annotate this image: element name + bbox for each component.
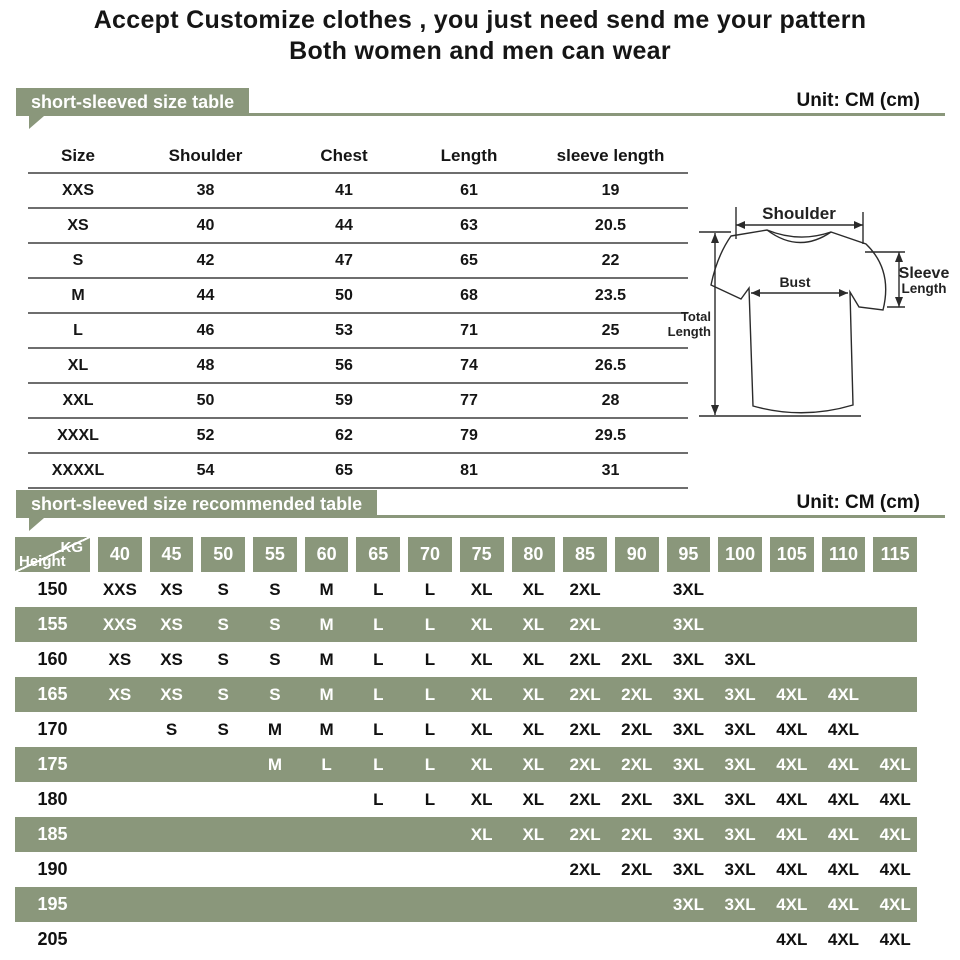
recommended-size-cell: S (269, 614, 281, 634)
size-table-row (28, 243, 688, 278)
size-value-cell: 71 (405, 313, 533, 348)
recommended-size-cell: 3XL (672, 649, 704, 669)
recommended-size-cell: L (373, 614, 384, 634)
height-label: 205 (37, 929, 68, 949)
shoulder-measure (736, 204, 863, 244)
recommended-size-cell: 3XL (672, 579, 704, 599)
recommended-size-cell: 4XL (827, 719, 860, 739)
height-label: 170 (37, 719, 68, 739)
recommended-size-cell: 2XL (569, 789, 601, 809)
size-value-cell: XXS (28, 173, 128, 208)
size-table-row (28, 348, 688, 383)
kg-col-header: 80 (512, 537, 556, 572)
recommended-size-cell: 3XL (724, 789, 756, 809)
size-value-cell: 41 (283, 173, 405, 208)
recommended-size-cell: L (424, 649, 436, 669)
height-label: 180 (37, 789, 68, 809)
recommended-size-cell: M (319, 614, 334, 634)
recommended-size-cell: 3XL (724, 859, 756, 879)
kg-col-header: 75 (460, 537, 504, 572)
shoulder-label: Shoulder (762, 204, 836, 223)
size-value-cell: 81 (405, 453, 533, 488)
recommended-size-cell: 2XL (621, 859, 653, 879)
arrowhead (854, 221, 863, 229)
recommended-size-cell: L (373, 789, 384, 809)
recommended-size-cell: S (269, 579, 281, 599)
recommended-size-cell: 4XL (776, 929, 808, 949)
size-value-cell: 74 (405, 348, 533, 383)
sleeve-length-label-line2: Length (901, 281, 947, 296)
recommended-size-cell: 2XL (569, 824, 601, 844)
recommended-size-cell: S (217, 719, 229, 739)
recommended-size-cell: 4XL (776, 859, 808, 879)
size-table-row (28, 208, 688, 243)
size-table-banner (16, 88, 249, 116)
recommended-size-cell: M (319, 684, 334, 704)
size-value-cell: 77 (405, 383, 533, 418)
recommended-size-cell: S (217, 649, 229, 669)
recommended-size-cell: 2XL (569, 859, 601, 879)
height-label: 165 (37, 684, 68, 704)
height-label: 185 (37, 824, 68, 844)
recommended-row (15, 572, 917, 607)
height-label: 195 (37, 894, 68, 914)
title-line2: Both women and men can wear (289, 37, 671, 65)
recommended-row (15, 782, 917, 817)
size-value-cell: 68 (405, 278, 533, 313)
recommended-size-cell: XL (522, 649, 545, 669)
arrowhead (711, 405, 719, 415)
size-table (28, 139, 688, 489)
recommended-size-cell: XL (470, 649, 493, 669)
height-label: 160 (37, 649, 68, 669)
size-value-cell: 52 (128, 418, 283, 453)
recommended-size-cell: 3XL (724, 684, 756, 704)
recommended-size-cell: XXS (102, 579, 137, 599)
recommended-row (15, 747, 917, 782)
size-table-row (28, 173, 688, 208)
size-table-header-row (28, 139, 688, 173)
recommended-size-cell: S (217, 614, 229, 634)
recommended-size-cell: XL (470, 789, 493, 809)
kg-col-header: 70 (408, 537, 452, 572)
size-value-cell: XXXL (28, 418, 128, 453)
recommended-size-cell: L (424, 754, 436, 774)
recommended-size-cell: XL (470, 614, 493, 634)
size-value-cell: 19 (533, 173, 688, 208)
recommended-size-cell: 4XL (879, 929, 911, 949)
recommended-size-cell: 3XL (672, 754, 704, 774)
size-value-cell: 28 (533, 383, 688, 418)
recommended-size-cell: 4XL (879, 754, 911, 774)
recommended-size-cell: L (373, 649, 384, 669)
size-table-row (28, 313, 688, 348)
title-line1: Accept Customize clothes , you just need send me your pattern (93, 6, 867, 34)
recommended-size-cell: 2XL (621, 754, 653, 774)
total-length-measure (668, 232, 861, 416)
recommended-row (15, 642, 917, 677)
total-length-label-line1: Total (680, 309, 711, 324)
kg-col-header: 115 (873, 537, 917, 572)
recommended-size-cell: 3XL (724, 894, 756, 914)
size-value-cell: XXL (28, 383, 128, 418)
size-value-cell: 44 (128, 278, 283, 313)
kg-col-header: 40 (98, 537, 142, 572)
recommended-row (15, 852, 917, 887)
recommended-row (15, 817, 917, 852)
size-value-cell: 65 (283, 453, 405, 488)
recommended-size-cell: L (373, 684, 384, 704)
recommended-size-cell: XXS (102, 614, 137, 634)
recommended-size-cell: 2XL (569, 614, 601, 634)
size-value-cell: 79 (405, 418, 533, 453)
recommended-size-table (15, 537, 917, 957)
bust-label: Bust (779, 274, 811, 290)
recommended-size-cell: 3XL (672, 719, 704, 739)
kg-col-header: 105 (770, 537, 814, 572)
size-value-cell: 62 (283, 418, 405, 453)
size-value-cell: 46 (128, 313, 283, 348)
unit-label-size-table: Unit: CM (cm) (796, 90, 920, 111)
arrowhead (751, 289, 760, 297)
recommended-size-cell: 3XL (672, 894, 704, 914)
size-value-cell: 38 (128, 173, 283, 208)
bust-measure (751, 274, 848, 297)
size-col-header: Shoulder (128, 139, 283, 173)
recommended-size-cell: 2XL (621, 649, 653, 669)
size-col-header: Size (28, 139, 128, 173)
size-value-cell: 53 (283, 313, 405, 348)
size-col-header: sleeve length (533, 139, 688, 173)
recommended-size-cell: L (424, 789, 436, 809)
kg-height-corner-cell (15, 537, 90, 572)
size-value-cell: 31 (533, 453, 688, 488)
size-value-cell: 47 (283, 243, 405, 278)
recommended-size-cell: L (424, 719, 436, 739)
size-table-body (28, 173, 688, 488)
recommended-size-cell: XS (108, 684, 132, 704)
size-table-row (28, 453, 688, 488)
recommended-size-cell: XL (522, 684, 545, 704)
height-label: 150 (37, 579, 68, 599)
size-value-cell: 61 (405, 173, 533, 208)
height-label: 155 (37, 614, 68, 634)
size-value-cell: 22 (533, 243, 688, 278)
kg-col-header: 100 (718, 537, 762, 572)
corner-height-label: Height (19, 553, 66, 570)
kg-col-header: 50 (201, 537, 245, 572)
recommended-size-cell: 3XL (672, 614, 704, 634)
recommended-size-cell: XS (160, 579, 183, 599)
arrowhead (711, 233, 719, 243)
recommended-size-cell: 4XL (827, 684, 860, 704)
recommended-size-cell: M (319, 579, 334, 599)
size-table-row (28, 418, 688, 453)
recommended-size-cell: XL (522, 824, 545, 844)
recommended-size-cell: 3XL (724, 649, 756, 669)
size-value-cell: 65 (405, 243, 533, 278)
size-table-row (28, 383, 688, 418)
size-table-banner-label: short-sleeved size table (31, 92, 235, 112)
recommended-size-cell: 3XL (672, 789, 704, 809)
height-label: 175 (37, 754, 68, 774)
recommended-header-row (15, 537, 917, 572)
arrowhead (895, 297, 903, 307)
recommended-size-cell: S (217, 579, 229, 599)
recommended-size-cell: M (319, 649, 334, 669)
recommended-size-cell: 4XL (827, 824, 860, 844)
kg-col-header: 45 (150, 537, 194, 572)
size-col-header: Chest (283, 139, 405, 173)
recommended-size-cell: 2XL (569, 719, 601, 739)
arrowhead (895, 252, 903, 262)
recommended-size-cell: 2XL (569, 579, 601, 599)
size-value-cell: 48 (128, 348, 283, 383)
recommended-size-cell: XL (470, 684, 493, 704)
size-value-cell: S (28, 243, 128, 278)
recommended-size-cell: XL (470, 719, 493, 739)
recommended-size-cell: L (373, 754, 384, 774)
kg-col-header: 90 (615, 537, 659, 572)
recommended-size-cell: 2XL (621, 719, 653, 739)
height-label: 190 (37, 859, 68, 879)
recommended-row (15, 607, 917, 642)
kg-col-header: 95 (667, 537, 711, 572)
recommended-size-cell: XL (522, 614, 545, 634)
size-value-cell: 42 (128, 243, 283, 278)
recommended-size-cell: 4XL (879, 859, 911, 879)
size-value-cell: XXXXL (28, 453, 128, 488)
kg-col-header: 110 (822, 537, 866, 572)
recommended-size-cell: L (373, 579, 384, 599)
recommended-size-cell: L (424, 579, 436, 599)
recommended-size-cell: 2XL (569, 754, 601, 774)
size-value-cell: 44 (283, 208, 405, 243)
recommended-size-cell: S (269, 684, 281, 704)
size-value-cell: 20.5 (533, 208, 688, 243)
sleeve-length-label-line1: Sleeve (898, 265, 950, 282)
recommended-size-cell: 3XL (672, 824, 704, 844)
recommended-size-cell: 4XL (776, 754, 808, 774)
page-title (0, 5, 960, 67)
total-length-label-line2: Length (667, 324, 711, 339)
recommended-size-cell: 4XL (776, 824, 808, 844)
recommended-size-cell: XS (160, 684, 183, 704)
recommended-size-cell: 4XL (776, 719, 808, 739)
recommended-size-cell: 4XL (827, 929, 860, 949)
recommended-row (15, 922, 917, 957)
recommended-size-cell: 4XL (827, 894, 860, 914)
recommended-size-cell: 3XL (724, 824, 756, 844)
recommended-size-cell: 2XL (621, 824, 653, 844)
recommended-rows (15, 572, 917, 957)
size-value-cell: 26.5 (533, 348, 688, 383)
recommended-size-cell: XS (108, 649, 132, 669)
recommended-size-cell: L (373, 719, 384, 739)
size-value-cell: 25 (533, 313, 688, 348)
size-value-cell: 50 (283, 278, 405, 313)
recommended-size-cell: M (319, 719, 334, 739)
recommended-size-cell: XL (522, 789, 545, 809)
size-value-cell: 29.5 (533, 418, 688, 453)
size-col-header: Length (405, 139, 533, 173)
size-value-cell: 59 (283, 383, 405, 418)
recommended-size-cell: 2XL (621, 789, 653, 809)
recommended-size-cell: M (267, 754, 282, 774)
recommended-size-cell: 4XL (879, 894, 911, 914)
kg-col-header: 85 (563, 537, 607, 572)
recommended-size-cell: XL (470, 824, 493, 844)
recommended-size-cell: L (424, 684, 436, 704)
size-value-cell: XS (28, 208, 128, 243)
recommended-size-cell: 2XL (569, 649, 601, 669)
recommended-size-cell: 3XL (672, 684, 704, 704)
recommended-size-cell: S (165, 719, 178, 739)
recommended-size-cell: L (321, 754, 332, 774)
recommended-size-cell: 4XL (776, 894, 808, 914)
size-value-cell: XL (28, 348, 128, 383)
tshirt-measurement-diagram (665, 186, 960, 441)
recommended-size-cell: 3XL (724, 754, 756, 774)
size-value-cell: 54 (128, 453, 283, 488)
recommended-size-cell: 3XL (672, 859, 704, 879)
corner-kg-label: KG (60, 539, 83, 556)
recommended-size-cell: XS (160, 649, 183, 669)
banner-tail (29, 518, 44, 531)
size-value-cell: 23.5 (533, 278, 688, 313)
recommended-size-cell: 4XL (827, 754, 860, 774)
recommended-size-cell: 4XL (776, 789, 808, 809)
recommended-row (15, 887, 917, 922)
recommended-section-header (16, 490, 945, 518)
kg-col-header: 55 (253, 537, 297, 572)
recommended-size-cell: XL (470, 754, 493, 774)
recommended-size-cell: 4XL (879, 824, 911, 844)
size-value-cell: 40 (128, 208, 283, 243)
recommended-size-cell: L (424, 614, 436, 634)
size-table-row (28, 278, 688, 313)
recommended-size-cell: 4XL (776, 684, 808, 704)
size-value-cell: 50 (128, 383, 283, 418)
recommended-size-cell: S (269, 649, 281, 669)
recommended-size-cell: XL (522, 579, 545, 599)
recommended-size-cell: S (217, 684, 229, 704)
size-value-cell: M (28, 278, 128, 313)
recommended-size-cell: 4XL (827, 789, 860, 809)
tshirt-outline (711, 230, 886, 413)
recommended-size-cell: 2XL (569, 684, 601, 704)
size-value-cell: 63 (405, 208, 533, 243)
size-table-section-header (16, 88, 945, 116)
recommended-size-cell: 2XL (621, 684, 653, 704)
recommended-size-cell: M (267, 719, 282, 739)
recommended-size-cell: XL (522, 719, 545, 739)
kg-col-header: 65 (356, 537, 400, 572)
recommended-banner-label: short-sleeved size recommended table (31, 494, 363, 514)
arrowhead (736, 221, 745, 229)
recommended-row (15, 712, 917, 747)
recommended-size-cell: XS (160, 614, 183, 634)
recommended-size-cell: XL (470, 579, 493, 599)
size-value-cell: 56 (283, 348, 405, 383)
recommended-size-cell: 4XL (879, 789, 911, 809)
size-value-cell: L (28, 313, 128, 348)
recommended-row (15, 677, 917, 712)
unit-label-recommended: Unit: CM (cm) (796, 492, 920, 513)
recommended-table-banner (16, 490, 377, 518)
kg-col-header: 60 (305, 537, 349, 572)
recommended-size-cell: XL (522, 754, 545, 774)
recommended-size-cell: 3XL (724, 719, 756, 739)
sleeve-length-measure (865, 252, 949, 307)
arrowhead (839, 289, 848, 297)
recommended-size-cell: 4XL (827, 859, 860, 879)
banner-tail (29, 116, 44, 129)
